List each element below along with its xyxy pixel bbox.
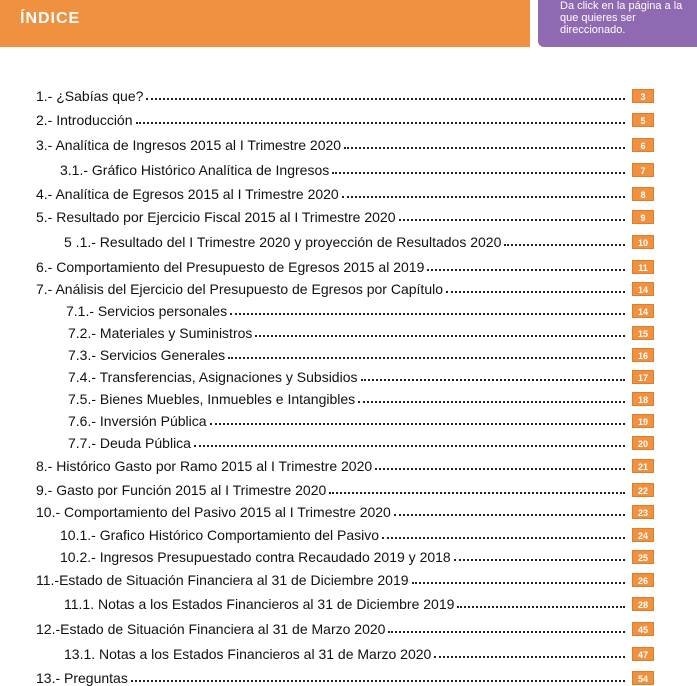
toc-entry-label: 11.1. Notas a los Estados Financieros al 31 de Diciembre 2019: [64, 596, 455, 612]
dot-leader: [382, 537, 625, 539]
dot-leader: [344, 147, 625, 149]
toc-entry[interactable]: [36, 255, 628, 275]
dot-leader: [388, 631, 625, 633]
toc-entry-label: 13.1. Notas a los Estados Financieros al 31 de Marzo 2020: [64, 646, 432, 662]
page-number-link[interactable]: 8: [632, 187, 654, 201]
toc-entry-label: 7.6.- Inversión Pública: [68, 413, 207, 429]
dot-leader: [399, 219, 626, 221]
toc-entry[interactable]: [36, 205, 628, 225]
dot-leader: [434, 656, 625, 658]
toc-entry-label: 10.2.- Ingresos Presupuestado contra Recaudado 2019 y 2018: [60, 549, 451, 565]
page-number-link[interactable]: 9: [632, 210, 654, 224]
toc-entry[interactable]: [60, 523, 628, 543]
toc-entry[interactable]: [36, 277, 628, 297]
page-number-link[interactable]: 16: [632, 348, 654, 362]
toc-entry-label: 7.3.- Servicios Generales: [68, 347, 226, 363]
dot-leader: [361, 379, 626, 381]
toc-entry-label: 7.- Análisis del Ejercicio del Presupuesto de Egresos por Capítulo: [36, 281, 443, 297]
toc-entry-label: 10.1.- Grafico Histórico Comportamiento del Pasivo: [60, 527, 380, 543]
page-number-link[interactable]: 15: [632, 326, 654, 340]
dot-leader: [342, 196, 625, 198]
dot-leader: [210, 423, 625, 425]
toc-entry[interactable]: [68, 365, 628, 385]
toc-entry-label: 5.- Resultado por Ejercicio Fiscal 2015 al I Trimestre 2020: [36, 209, 396, 225]
toc-entry-label: 5 .1.- Resultado del I Trimestre 2020 y proyección de Resultados 2020: [64, 234, 502, 250]
toc-entry[interactable]: [36, 108, 628, 128]
dot-leader: [504, 244, 625, 246]
toc-entry[interactable]: [36, 84, 628, 104]
toc-entry[interactable]: [60, 158, 628, 178]
page-number-link[interactable]: 7: [632, 163, 654, 177]
toc-entry[interactable]: [36, 617, 628, 637]
toc-entry-label: 2.- Introducción: [36, 112, 133, 128]
page-number-link[interactable]: 45: [632, 622, 654, 636]
toc-entry[interactable]: [64, 642, 628, 662]
page-number-link[interactable]: 11: [632, 260, 654, 274]
toc-entry-label: 9.- Gasto por Función 2015 al I Trimestre 2020: [36, 482, 327, 498]
toc-entry-label: 8.- Histórico Gasto por Ramo 2015 al I Trimestre 2020: [36, 458, 373, 474]
toc-entry[interactable]: [36, 666, 628, 686]
toc-entry[interactable]: [36, 133, 628, 153]
toc-entry[interactable]: [36, 500, 628, 520]
page-number-link[interactable]: 20: [632, 436, 654, 450]
page-title: ÍNDICE: [20, 10, 81, 27]
toc-entry[interactable]: [66, 299, 628, 319]
page-number-link[interactable]: 26: [632, 573, 654, 587]
dot-leader: [131, 680, 625, 682]
page-number-link[interactable]: 28: [632, 597, 654, 611]
toc-entry[interactable]: [36, 182, 628, 202]
toc-entry[interactable]: [36, 478, 628, 498]
dot-leader: [332, 172, 625, 174]
page-number-link[interactable]: 3: [632, 89, 654, 103]
dot-leader: [136, 122, 626, 124]
toc-entry[interactable]: [36, 454, 628, 474]
toc-entry-label: 3.- Analítica de Ingresos 2015 al I Trimestre 2020: [36, 137, 342, 153]
toc-entry[interactable]: [64, 230, 628, 250]
page-number-link[interactable]: 19: [632, 414, 654, 428]
toc-entry-label: 4.- Analítica de Egresos 2015 al I Trimestre 2020: [36, 186, 339, 202]
page-number-link[interactable]: 14: [632, 282, 654, 296]
toc-entry-label: 7.4.- Transferencias, Asignaciones y Subsidios: [68, 369, 358, 385]
dot-leader: [375, 468, 625, 470]
dot-leader: [194, 445, 625, 447]
toc-entry[interactable]: [60, 545, 628, 565]
dot-leader: [358, 401, 625, 403]
toc-entry-label: 7.2.- Materiales y Suministros: [68, 325, 253, 341]
page-number-link[interactable]: 10: [632, 235, 654, 249]
page-number-link[interactable]: 18: [632, 392, 654, 406]
toc-entry-label: 3.1.- Gráfico Histórico Analítica de Ingresos: [60, 162, 330, 178]
page-number-link[interactable]: 25: [632, 550, 654, 564]
toc-entry[interactable]: [68, 431, 628, 451]
dot-leader: [329, 492, 625, 494]
dot-leader: [454, 559, 625, 561]
toc-entry-label: 12.-Estado de Situación Financiera al 31 de Marzo 2020: [36, 621, 386, 637]
page-number-link[interactable]: 6: [632, 138, 654, 152]
page-number-link[interactable]: 17: [632, 370, 654, 384]
toc-entry-label: 7.1.- Servicios personales: [66, 303, 228, 319]
page-number-link[interactable]: 23: [632, 505, 654, 519]
dot-leader: [394, 514, 625, 516]
page-number-link[interactable]: 54: [632, 671, 654, 685]
page-number-link[interactable]: 22: [632, 483, 654, 497]
toc-entry[interactable]: [64, 592, 628, 612]
toc-entry[interactable]: [68, 343, 628, 363]
page-number-link[interactable]: 21: [632, 459, 654, 473]
dot-leader: [427, 269, 625, 271]
toc-entry-label: 11.-Estado de Situación Financiera al 31 de Diciembre 2019: [36, 572, 409, 588]
toc-entry[interactable]: [68, 387, 628, 407]
page-number-link[interactable]: 14: [632, 304, 654, 318]
toc-entry-label: 1.- ¿Sabías que?: [36, 88, 144, 104]
page-number-link[interactable]: 24: [632, 528, 654, 542]
toc-entry[interactable]: [68, 321, 628, 341]
dot-leader: [146, 98, 625, 100]
page-number-link[interactable]: 5: [632, 113, 654, 127]
callout-text: Da click en la página a la que quieres ser direccionado.: [560, 0, 683, 36]
toc-entry-label: 13.- Preguntas: [36, 670, 128, 686]
dot-leader: [412, 582, 625, 584]
dot-leader: [228, 357, 625, 359]
toc-entry-label: 10.- Comportamiento del Pasivo 2015 al I Trimestre 2020: [36, 504, 391, 520]
dot-leader: [457, 606, 625, 608]
dot-leader: [446, 291, 625, 293]
toc-entry[interactable]: [36, 568, 628, 588]
toc-entry-label: 7.5.- Bienes Muebles, Inmuebles e Intangibles: [68, 391, 356, 407]
dot-leader: [230, 313, 625, 315]
page-number-link[interactable]: 47: [632, 647, 654, 661]
toc-entry-label: 6.- Comportamiento del Presupuesto de Egresos 2015 al 2019: [36, 259, 425, 275]
toc-entry[interactable]: [68, 409, 628, 429]
toc-entry-label: 7.7.- Deuda Pública: [68, 435, 191, 451]
dot-leader: [255, 335, 625, 337]
